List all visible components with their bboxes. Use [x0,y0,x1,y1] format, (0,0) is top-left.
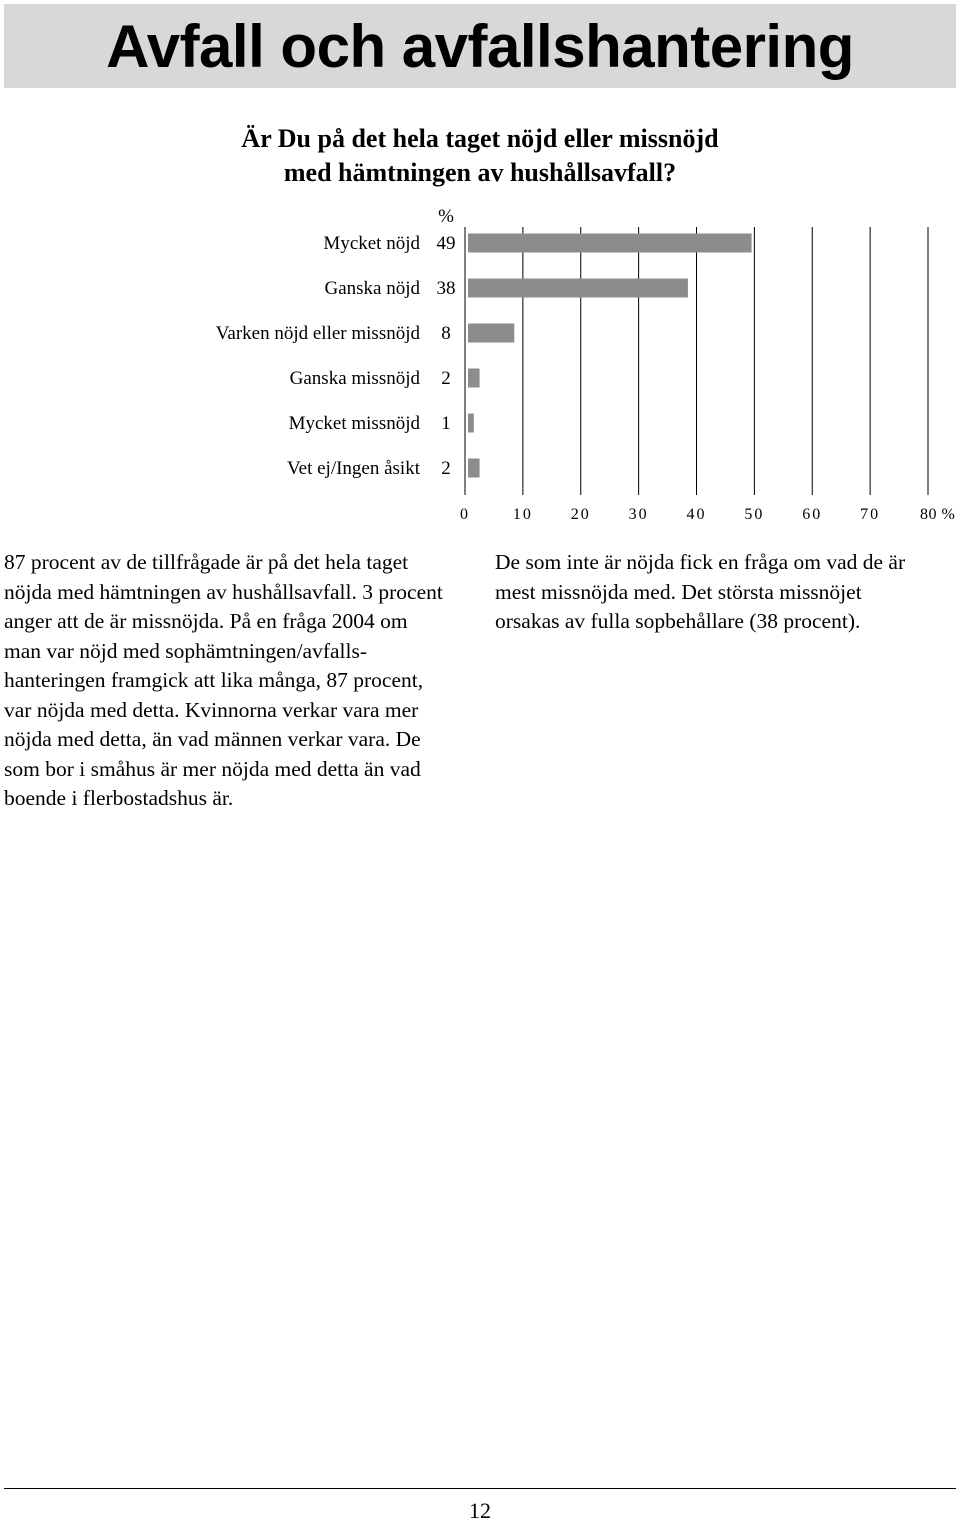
page-number: 12 [469,1498,491,1523]
body-line: 87 procent av de tillfrågade är på det hela taget [4,550,409,574]
body-text-right [495,548,955,637]
body-line: som bor i småhus är mer nöjda med detta än vad [4,756,421,781]
chart-title-line-2: med hämtningen av hushållsavfall? [283,158,677,187]
category-label: Mycket missnöjd [288,413,420,434]
bar [468,459,480,478]
category-label: Ganska nöjd [324,278,420,299]
x-tick-label: 0 [460,506,470,523]
body-line: De som inte är nöjda fick en fråga om vad de är [495,550,906,574]
value-label: 49 [436,233,456,254]
body-line: mest missnöjda med. Det största missnöjet [495,579,862,604]
category-label: Mycket nöjd [323,233,420,254]
category-label: Varken nöjd eller missnöjd [215,323,420,344]
bar [468,414,474,433]
body-text-left [4,548,474,814]
bar [468,279,688,298]
bar [468,324,514,343]
bar-chart [0,195,960,535]
body-line: boende i flerbostadshus är. [4,786,234,810]
category-label: Vet ej/Ingen åsikt [287,458,420,479]
value-label: 2 [441,368,451,389]
x-tick-label: 10 [512,506,533,523]
body-line: nöjda med hämtningen av hushållsavfall. 3 procent [4,579,443,604]
value-label: 1 [441,413,451,434]
page-title: Avfall och avfallshantering [106,13,854,80]
x-tick-label: 60 [802,506,823,523]
body-line: man var nöjd med sophämtningen/avfalls- [4,638,368,663]
body-line: hanteringen framgick att lika många, 87 procent, [4,668,424,692]
x-tick-label: 30 [628,506,649,523]
value-column-header: % [438,206,454,227]
body-line: orsakas av fulla sopbehållare (38 procent). [495,609,861,633]
bar [468,369,480,388]
footer-rule [4,1488,956,1489]
x-tick-label: 20 [570,506,591,523]
x-tick-label: 40 [686,506,707,523]
value-label: 38 [436,278,456,299]
body-line: nöjda med detta, än vad männen verkar vara. De [4,727,421,751]
x-tick-label: 70 [860,506,881,523]
value-label: 8 [441,323,451,344]
category-label: Ganska missnöjd [289,368,420,389]
chart-title [0,122,960,190]
bar [468,234,752,253]
x-tick-label: 80 % [920,506,956,523]
value-label: 2 [441,458,451,479]
x-tick-label: 50 [744,506,765,523]
chart-title-line-1: Är Du på det hela taget nöjd eller missnöjd [241,124,719,153]
body-line: var nöjda med detta. Kvinnorna verkar vara mer [4,697,419,722]
body-line: anger att de är missnöjda. På en fråga 2004 om [4,609,408,633]
